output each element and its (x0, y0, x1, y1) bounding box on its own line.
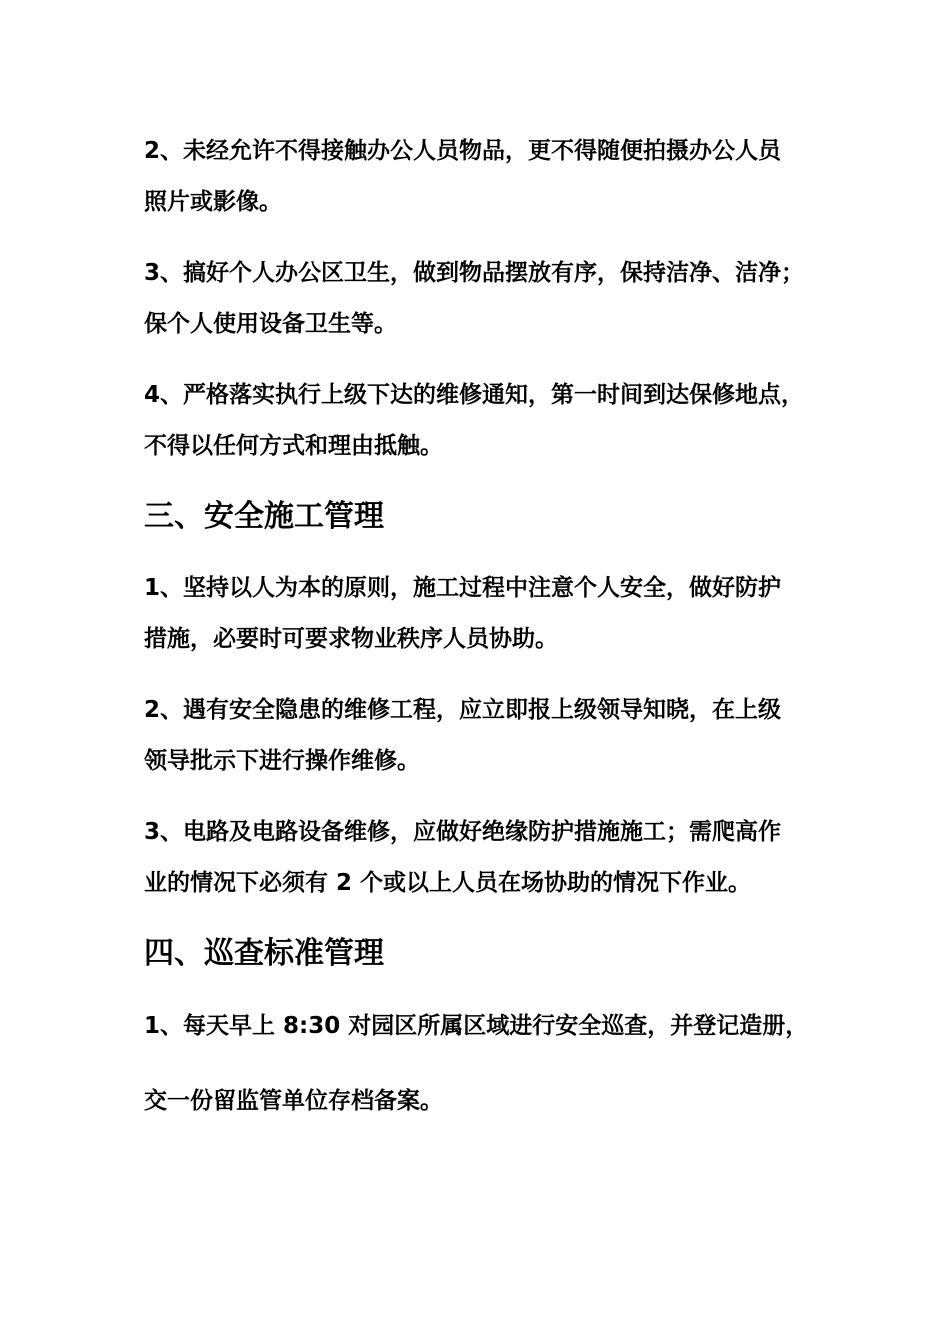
paragraph-safety-2 (144, 685, 834, 787)
paragraph-item-4 (144, 370, 834, 472)
paragraph-line: 2、遇有安全隐患的维修工程，应立即报上级领导知晓，在上级 (144, 697, 782, 723)
section-heading-inspection: 四、巡查标准管理 (144, 936, 384, 971)
paragraph-line: 不得以任何方式和理由抵触。 (144, 433, 443, 459)
paragraph-line: 3、搞好个人办公区卫生，做到物品摆放有序，保持洁净、洁净； (144, 260, 805, 286)
paragraph-line: 照片或影像。 (144, 189, 282, 215)
paragraph-line: 保个人使用设备卫生等。 (144, 311, 397, 337)
paragraph-inspection-1-continued (144, 1076, 834, 1127)
paragraph-line: 领导批示下进行操作维修。 (144, 748, 420, 774)
paragraph-line: 业的情况下必须有 2 个或以上人员在场协助的情况下作业。 (144, 870, 752, 896)
paragraph-item-2 (144, 126, 834, 228)
paragraph-line: 3、电路及电路设备维修，应做好绝缘防护措施施工；需爬高作 (144, 819, 782, 845)
paragraph-safety-1 (144, 563, 834, 665)
paragraph-line: 交一份留监管单位存档备案。 (144, 1088, 443, 1114)
paragraph-line: 1、每天早上 8:30 对园区所属区域进行安全巡查，并登记造册， (144, 1013, 809, 1039)
paragraph-inspection-1 (144, 1001, 834, 1052)
paragraph-safety-3 (144, 807, 834, 909)
paragraph-item-3 (144, 248, 834, 350)
paragraph-line: 1、坚持以人为本的原则，施工过程中注意个人安全，做好防护 (144, 575, 782, 601)
paragraph-line: 措施，必要时可要求物业秩序人员协助。 (144, 626, 558, 652)
section-heading-safety: 三、安全施工管理 (144, 499, 384, 534)
paragraph-line: 2、未经允许不得接触办公人员物品，更不得随便拍摄办公人员 (144, 138, 782, 164)
paragraph-line: 4、严格落实执行上级下达的维修通知，第一时间到达保修地点， (144, 382, 805, 408)
